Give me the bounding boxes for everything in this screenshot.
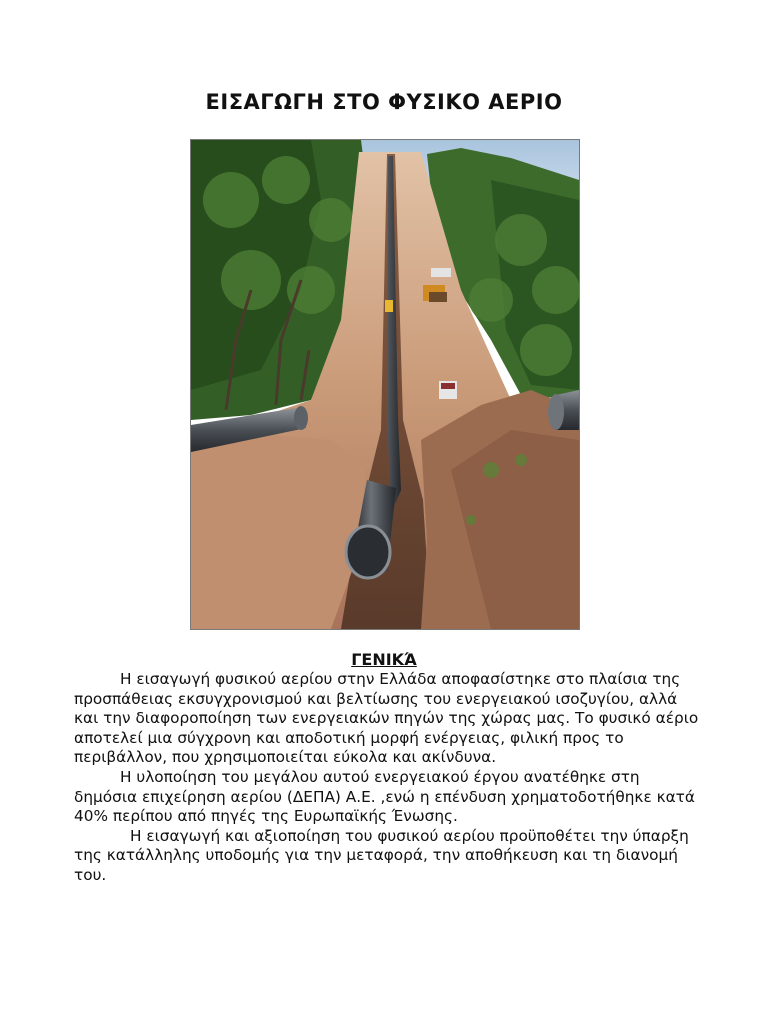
paragraph-3: Η εισαγωγή και αξιοποίηση του φυσικού αερίου προϋποθέτει την ύπαρξη της κατάλληλης υποδομής για την μεταφορά, την αποθήκευση και τη διανομή του. — [74, 826, 689, 884]
paragraph-2: Η υλοποίηση του μεγάλου αυτού ενεργειακού έργου ανατέθηκε στη δημόσια επιχείρηση αερίου (ΔΕΠΑ) Α.Ε. ,ενώ η επένδυση χρηματοδοτήθηκε κατά 40% περίπου από πηγές της Ευρωπαϊκής Ένωσης. — [74, 767, 695, 826]
page-title: ΕΙΣΑΓΩΓΗ ΣΤΟ ΦΥΣΙΚΟ ΑΕΡΙΟ — [205, 90, 563, 114]
pipeline-photo — [190, 139, 580, 630]
pipe-end — [346, 526, 390, 578]
paragraph-1: Η εισαγωγή φυσικού αερίου στην Ελλάδα αποφασίστηκε στο πλαίσια της προσπάθειας εκσυγχρονισμού και βελτίωσης του ενεργειακού ισοζυγίου, αλλά και την διαφοροποίηση των ενεργειακών πηγών της χώρας μας. Το φυσικό αέριο αποτελεί μια σύγχρονη και αποδοτική μορφή ενέργειας, φιλική προς το περιβάλλον, που χρησιμοποιείται εύκολα και ακίνδυνα. — [74, 670, 699, 767]
section-heading: ΓΕΝΙΚΆ — [351, 650, 417, 669]
body-text — [74, 670, 704, 886]
